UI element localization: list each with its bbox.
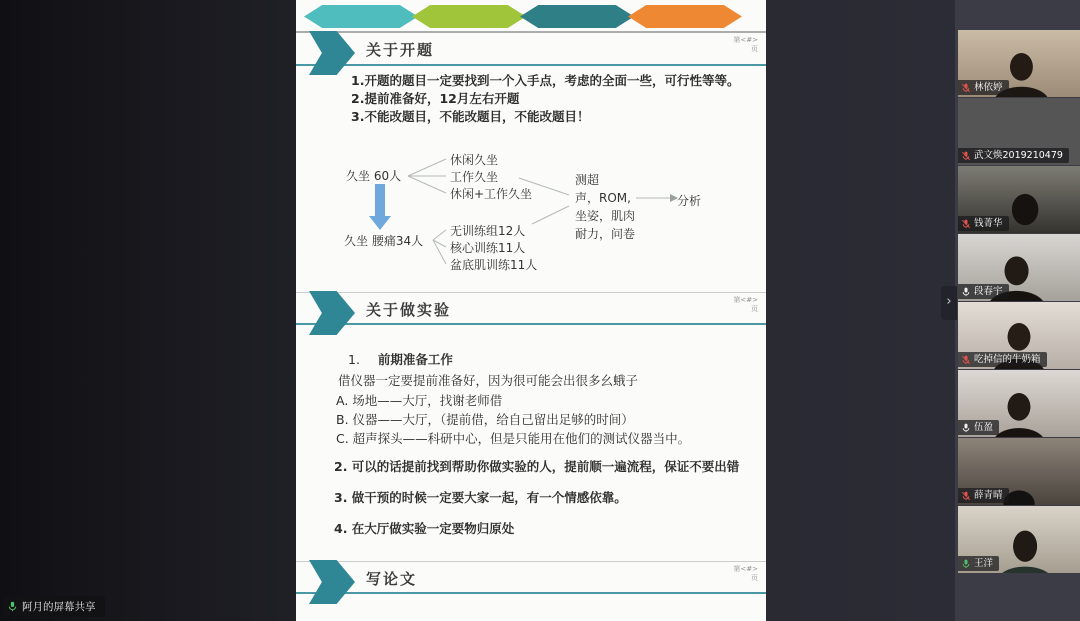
mic-icon [961,151,971,161]
page-number-placeholder: 第<#> 页 [733,565,758,582]
group2-label: 久坐 腰痛34人 [344,234,424,248]
chevron-ribbon-icon [309,291,355,335]
collapse-strip-button[interactable] [941,286,957,320]
banner-hexagon [628,5,742,28]
mic-icon [961,491,971,501]
chevron-ribbon-icon [309,560,355,604]
participant-strip [955,0,1080,621]
branch-label: 休闲+工作久坐 [450,187,533,201]
mic-icon [961,559,971,569]
mic-icon [7,601,18,612]
measures-label: 测超 声，ROM, 坐姿，肌肉 耐力，问卷 [575,173,636,241]
page-number-placeholder: 第<#> 页 [733,36,758,53]
opening-notes [351,72,739,126]
screen-share-badge [3,596,105,617]
section-underline [296,592,766,594]
participant-thumbnail[interactable] [958,30,1080,97]
section-underline [296,64,766,66]
mic-icon [961,423,971,433]
experiment-item1-b: B. 仪器——大厅，（提前借，给自己留出足够的时间） [336,412,634,427]
branch-label: 休闲久坐 [450,153,499,167]
experiment-item1-c: C. 超声探头——科研中心，但是只能用在他们的测试仪器当中。 [336,431,691,446]
chevron-ribbon-icon [309,31,355,75]
shared-screen-slide [296,0,766,621]
down-arrow-icon [375,184,385,217]
participant-thumbnail[interactable] [958,98,1080,165]
down-arrowhead-icon [369,216,391,230]
section-title: 写论文 [366,570,418,588]
section-underline [296,323,766,325]
branch-label: 核心训练11人 [450,241,526,255]
banner-hexagon [520,5,634,28]
experiment-item2: 2. 可以的话提前找到帮助你做实验的人，提前顺一遍流程，保证不要出错 [334,459,740,474]
participant-thumbnail[interactable] [958,166,1080,233]
participant-thumbnail[interactable] [958,438,1080,505]
section-title: 关于开题 [366,41,435,59]
participant-name-badge: 林依婷 [958,80,1009,95]
mic-icon [961,355,971,365]
section-header-opening [296,33,766,64]
mic-icon [961,219,971,229]
experiment-item1-intro: 借仪器一定要提前准备好，因为很可能会出很多幺蛾子 [338,373,639,388]
experiment-item1-a: A. 场地——大厅，找谢老师借 [336,393,503,408]
participant-thumbnail[interactable] [958,234,1080,301]
diagram-connector-lines [336,140,776,290]
study-design-diagram [336,140,776,290]
participant-thumbnail[interactable] [958,506,1080,573]
experiment-item4: 4. 在大厅做实验一定要物归原处 [334,521,515,536]
chevron-right-icon: › [946,294,952,309]
participant-name-badge: 吃掉信的牛奶箱 [958,352,1047,367]
participant-name-badge: 钱菁华 [958,216,1009,231]
participant-thumbnail[interactable] [958,370,1080,437]
mic-icon [961,83,971,93]
note-line: 1.开题的题目一定要找到一个入手点，考虑的全面一些，可行性等等。 [351,73,740,88]
slide-banner [304,5,736,28]
participant-name-badge: 王洋 [958,556,999,571]
participant-name-badge: 薛青晴 [958,488,1009,503]
banner-hexagon [412,5,526,28]
banner-hexagon [304,5,418,28]
note-line: 3.不能改题目，不能改题目，不能改题目！ [351,109,590,124]
mic-icon [961,287,971,297]
page-number-placeholder: 第<#> 页 [733,296,758,313]
participant-name-badge: 伍盈 [958,420,999,435]
group1-label: 久坐 60人 [346,169,402,183]
branch-label: 工作久坐 [450,170,499,184]
note-line: 2.提前准备好，12月左右开题 [351,91,520,106]
branch-label: 无训练组12人 [450,224,526,238]
participant-thumbnail[interactable] [958,302,1080,369]
section-header-experiment [296,292,766,323]
analysis-label: 分析 [677,194,702,208]
participant-name-badge: 武文焕2019210479 [958,148,1069,163]
participant-name-badge: 段春宇 [958,284,1009,299]
experiment-item3: 3. 做干预的时候一定要大家一起，有一个情感依靠。 [334,490,627,505]
screen-share-label: 阿月的屏幕共享 [22,601,96,613]
experiment-item1: 1. 前期准备工作 [348,352,453,367]
section-header-paper [296,561,766,592]
branch-label: 盆底肌训练11人 [450,258,538,272]
section-title: 关于做实验 [366,301,452,319]
